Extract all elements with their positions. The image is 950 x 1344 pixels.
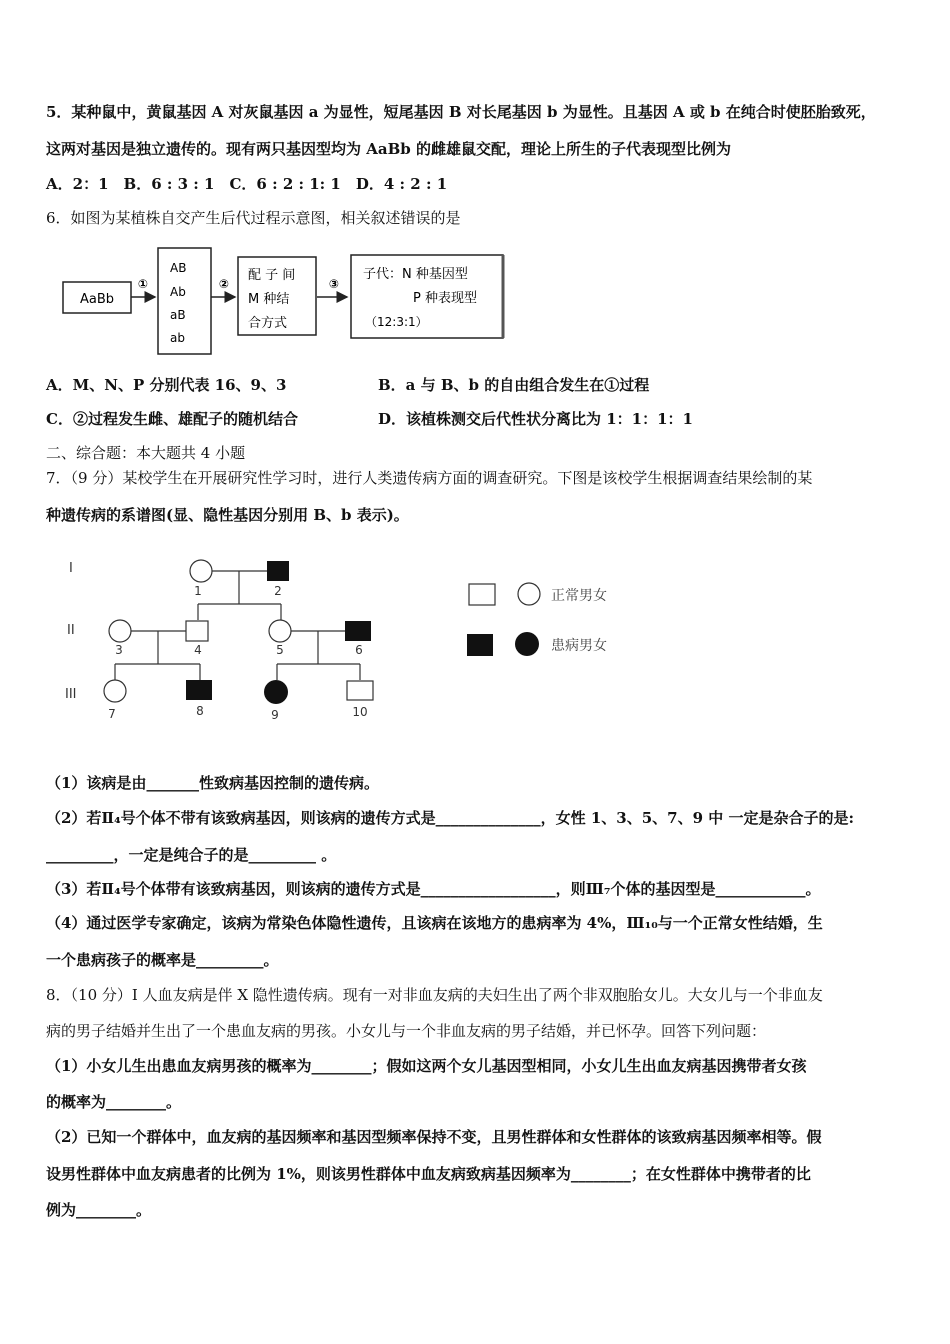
offspring-ratio: （12:3:1） xyxy=(365,315,428,329)
individual-9 xyxy=(264,680,288,704)
pedigree-chart xyxy=(55,550,655,730)
q5-line1: 5．某种鼠中，黄鼠基因 A 对灰鼠基因 a 为显性，短尾基因 B 对长尾基因 b 为显性。且基因 A 或 b 在纯合时使胚胎致死， xyxy=(46,103,876,121)
q7-part4-line2: 一个患病孩子的概率是_________。 xyxy=(46,951,279,969)
legend-normal-female xyxy=(518,583,540,605)
q8-part2-line1: （2）已知一个群体中，血友病的基因频率和基因型频率保持不变，且男性群体和女性群体的该致病基因频率相等。假 xyxy=(46,1128,822,1146)
q8-part1-line1: （1）小女儿生出患血友病男孩的概率为________；假如这两个女儿基因型相同，小女儿生出血友病基因携带者女孩 xyxy=(46,1057,807,1075)
individual-6 xyxy=(345,621,371,641)
q6-stem: 6．如图为某植株自交产生后代过程示意图，相关叙述错误的是 xyxy=(46,209,461,227)
q6-process-diagram xyxy=(55,245,515,360)
step2-marker: ② xyxy=(218,277,230,291)
q8-line1: 8．（10 分）I 人血友病是伴 X 隐性遗传病。现有一对非血友病的夫妇生出了两个非双胞胎女儿。大女儿与一个非血友 xyxy=(46,986,823,1004)
legend-affected-label: 患病男女 xyxy=(551,638,607,654)
individual-3 xyxy=(109,620,131,642)
q7-part3: （3）若Ⅱ₄号个体带有该致病基因，则该病的遗传方式是__________________，则Ⅲ₇个体的基因型是____________。 xyxy=(46,880,821,898)
q7-line2: 种遗传病的系谱图(显、隐性基因分别用 B、b 表示)。 xyxy=(46,506,409,524)
combination-line1: 配 子 间 xyxy=(248,268,296,283)
combination-line3: 合方式 xyxy=(248,316,288,331)
individual-4 xyxy=(186,621,208,641)
label-4: 4 xyxy=(194,643,202,657)
label-7: 7 xyxy=(108,707,116,721)
parent-genotype: AaBb xyxy=(79,292,115,307)
legend-normal-male xyxy=(469,584,495,605)
individual-8 xyxy=(186,680,212,700)
label-5: 5 xyxy=(276,643,284,657)
label-3: 3 xyxy=(115,643,123,657)
q8-line2: 病的男子结婚并生出了一个患血友病的男孩。小女儿与一个非血友病的男子结婚，并已怀孕。回答下列问题： xyxy=(46,1022,767,1040)
q8-part1-line2: 的概率为________。 xyxy=(46,1093,182,1111)
q7-part4-line1: （4）通过医学专家确定，该病为常染色体隐性遗传，且该病在该地方的患病率为 4%，Ⅲ₁₀与一个正常女性结婚，生 xyxy=(46,914,823,932)
q7-part2-line2: _________，一定是纯合子的是_________ 。 xyxy=(46,846,337,864)
offspring-genotypes: 子代：N 种基因型 xyxy=(363,267,468,282)
label-6: 6 xyxy=(355,643,363,657)
individual-1 xyxy=(190,560,212,582)
legend-normal-label: 正常男女 xyxy=(551,588,607,604)
q5-line2: 这两对基因是独立遗传的。现有两只基因型均为 AaBb 的雌雄鼠交配，理论上所生的子代表现型比例为 xyxy=(46,140,731,158)
q7-part1: （1）该病是由_______性致病基因控制的遗传病。 xyxy=(46,774,379,792)
section-2-heading: 二、综合题：本大题共 4 小题 xyxy=(46,444,246,462)
label-9: 9 xyxy=(271,708,279,722)
individual-5 xyxy=(269,620,291,642)
gen-label-iii: III xyxy=(65,687,77,702)
step3-marker: ③ xyxy=(328,277,340,291)
q6-option-b: B．a 与 B、b 的自由组合发生在①过程 xyxy=(378,376,650,394)
q5-options: A．2：1 B．6 : 3 : 1 C．6 : 2 : 1: 1 D．4 : 2 : 1 xyxy=(46,175,448,193)
q7-line1: 7．（9 分）某校学生在开展研究性学习时，进行人类遗传病方面的调查研究。下图是该校学生根据调查结果绘制的某 xyxy=(46,469,813,487)
step1-marker: ① xyxy=(137,277,149,291)
gamete-ab-upper: AB xyxy=(170,261,187,275)
gen-label-i: I xyxy=(69,561,73,576)
label-10: 10 xyxy=(352,705,368,719)
label-8: 8 xyxy=(196,704,204,718)
gamete-ab-lower: ab xyxy=(170,331,185,345)
gamete-ab-mixed: Ab xyxy=(170,285,186,299)
q7-part2-line1: （2）若Ⅱ₄号个体不带有该致病基因，则该病的遗传方式是______________，女性 1、3、5、7、9 中 一定是杂合子的是: xyxy=(46,809,855,827)
combination-line2: M 种结 xyxy=(248,292,290,307)
q8-part2-line3: 例为________。 xyxy=(46,1201,152,1219)
legend-affected-male xyxy=(467,634,493,656)
gen-label-ii: II xyxy=(67,623,75,638)
q6-option-c: C．②过程发生雌、雄配子的随机结合 xyxy=(46,410,298,428)
individual-10 xyxy=(347,681,373,700)
individual-7 xyxy=(104,680,126,702)
q8-part2-line2: 设男性群体中血友病患者的比例为 1%，则该男性群体中血友病致病基因频率为________；在女性群体中携带者的比 xyxy=(46,1165,811,1183)
offspring-phenotypes: P 种表现型 xyxy=(413,291,477,306)
label-1: 1 xyxy=(194,584,202,598)
individual-2 xyxy=(267,561,289,581)
label-2: 2 xyxy=(274,584,282,598)
q6-option-d: D．该植株测交后代性状分离比为 1：1：1：1 xyxy=(378,410,693,428)
legend-affected-female xyxy=(515,632,539,656)
q6-option-a: A．M、N、P 分别代表 16、9、3 xyxy=(46,376,287,394)
gamete-ab-lower-upper: aB xyxy=(170,308,186,322)
